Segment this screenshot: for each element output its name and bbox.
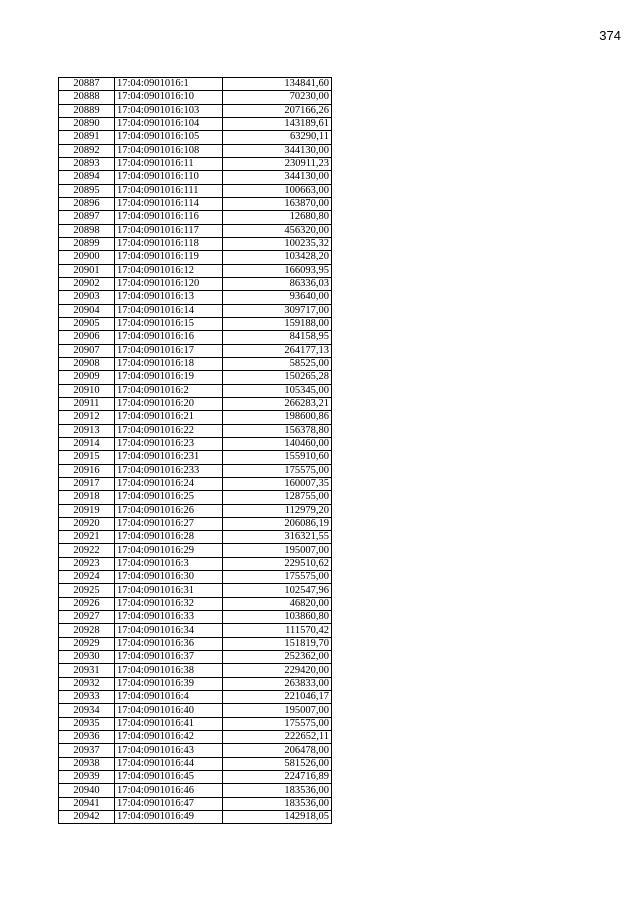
row-number-cell: 20890 (59, 117, 115, 130)
cadastral-number-cell: 17:04:0901016:29 (115, 544, 223, 557)
row-number-cell: 20898 (59, 224, 115, 237)
table-row (59, 797, 332, 810)
row-number-cell: 20924 (59, 571, 115, 584)
cadastral-number-cell: 17:04:0901016:4 (115, 691, 223, 704)
table-row (59, 677, 332, 690)
value-cell: 175575,00 (223, 717, 332, 730)
value-cell: 224716,89 (223, 771, 332, 784)
value-cell: 207166,26 (223, 104, 332, 117)
table-row (59, 344, 332, 357)
row-number-cell: 20929 (59, 637, 115, 650)
cadastral-number-cell: 17:04:0901016:26 (115, 504, 223, 517)
table-row (59, 78, 332, 91)
row-number-cell: 20934 (59, 704, 115, 717)
row-number-cell: 20936 (59, 731, 115, 744)
cadastral-number-cell: 17:04:0901016:11 (115, 157, 223, 170)
row-number-cell: 20892 (59, 144, 115, 157)
table-row (59, 91, 332, 104)
table-row (59, 611, 332, 624)
value-cell: 128755,00 (223, 491, 332, 504)
row-number-cell: 20942 (59, 811, 115, 824)
row-number-cell: 20937 (59, 744, 115, 757)
row-number-cell: 20889 (59, 104, 115, 117)
cadastral-number-cell: 17:04:0901016:117 (115, 224, 223, 237)
cadastral-number-cell: 17:04:0901016:31 (115, 584, 223, 597)
row-number-cell: 20939 (59, 771, 115, 784)
row-number-cell: 20926 (59, 597, 115, 610)
cadastral-number-cell: 17:04:0901016:36 (115, 637, 223, 650)
cadastral-number-cell: 17:04:0901016:45 (115, 771, 223, 784)
value-cell: 93640,00 (223, 291, 332, 304)
cadastral-number-cell: 17:04:0901016:103 (115, 104, 223, 117)
row-number-cell: 20940 (59, 784, 115, 797)
value-cell: 163870,00 (223, 197, 332, 210)
cadastral-number-cell: 17:04:0901016:20 (115, 397, 223, 410)
value-cell: 156378,80 (223, 424, 332, 437)
value-cell: 150265,28 (223, 371, 332, 384)
row-number-cell: 20908 (59, 357, 115, 370)
value-cell: 456320,00 (223, 224, 332, 237)
row-number-cell: 20904 (59, 304, 115, 317)
cadastral-number-cell: 17:04:0901016:42 (115, 731, 223, 744)
value-cell: 175575,00 (223, 464, 332, 477)
cadastral-number-cell: 17:04:0901016:40 (115, 704, 223, 717)
row-number-cell: 20935 (59, 717, 115, 730)
value-cell: 103428,20 (223, 251, 332, 264)
value-cell: 70230,00 (223, 91, 332, 104)
row-number-cell: 20903 (59, 291, 115, 304)
cadastral-number-cell: 17:04:0901016:34 (115, 624, 223, 637)
cadastral-table (58, 77, 332, 824)
value-cell: 112979,20 (223, 504, 332, 517)
value-cell: 151819,70 (223, 637, 332, 650)
value-cell: 222652,11 (223, 731, 332, 744)
table-row (59, 624, 332, 637)
row-number-cell: 20899 (59, 237, 115, 250)
table-row (59, 144, 332, 157)
table-row (59, 531, 332, 544)
cadastral-number-cell: 17:04:0901016:47 (115, 797, 223, 810)
table-row (59, 397, 332, 410)
cadastral-number-cell: 17:04:0901016:12 (115, 264, 223, 277)
value-cell: 155910,60 (223, 451, 332, 464)
row-number-cell: 20922 (59, 544, 115, 557)
cadastral-number-cell: 17:04:0901016:10 (115, 91, 223, 104)
value-cell: 105345,00 (223, 384, 332, 397)
row-number-cell: 20931 (59, 664, 115, 677)
row-number-cell: 20914 (59, 437, 115, 450)
row-number-cell: 20895 (59, 184, 115, 197)
cadastral-number-cell: 17:04:0901016:105 (115, 131, 223, 144)
table-row (59, 517, 332, 530)
value-cell: 316321,55 (223, 531, 332, 544)
table-row (59, 451, 332, 464)
value-cell: 344130,00 (223, 144, 332, 157)
table-row (59, 211, 332, 224)
value-cell: 264177,13 (223, 344, 332, 357)
row-number-cell: 20916 (59, 464, 115, 477)
value-cell: 58525,00 (223, 357, 332, 370)
cadastral-number-cell: 17:04:0901016:111 (115, 184, 223, 197)
table-row (59, 411, 332, 424)
table-row (59, 664, 332, 677)
cadastral-number-cell: 17:04:0901016:27 (115, 517, 223, 530)
cadastral-number-cell: 17:04:0901016:30 (115, 571, 223, 584)
row-number-cell: 20921 (59, 531, 115, 544)
table-row (59, 691, 332, 704)
table-row (59, 184, 332, 197)
value-cell: 344130,00 (223, 171, 332, 184)
cadastral-number-cell: 17:04:0901016:46 (115, 784, 223, 797)
row-number-cell: 20925 (59, 584, 115, 597)
table-row (59, 224, 332, 237)
cadastral-number-cell: 17:04:0901016:120 (115, 277, 223, 290)
cadastral-number-cell: 17:04:0901016:23 (115, 437, 223, 450)
table-row (59, 704, 332, 717)
value-cell: 166093,95 (223, 264, 332, 277)
cadastral-number-cell: 17:04:0901016:104 (115, 117, 223, 130)
cadastral-number-cell: 17:04:0901016:118 (115, 237, 223, 250)
row-number-cell: 20911 (59, 397, 115, 410)
cadastral-number-cell: 17:04:0901016:24 (115, 477, 223, 490)
table-row (59, 477, 332, 490)
row-number-cell: 20907 (59, 344, 115, 357)
table-row (59, 304, 332, 317)
row-number-cell: 20894 (59, 171, 115, 184)
table-body (59, 78, 332, 824)
row-number-cell: 20930 (59, 651, 115, 664)
table-row (59, 731, 332, 744)
row-number-cell: 20933 (59, 691, 115, 704)
cadastral-number-cell: 17:04:0901016:21 (115, 411, 223, 424)
row-number-cell: 20909 (59, 371, 115, 384)
table-row (59, 717, 332, 730)
value-cell: 46820,00 (223, 597, 332, 610)
value-cell: 140460,00 (223, 437, 332, 450)
cadastral-number-cell: 17:04:0901016:25 (115, 491, 223, 504)
cadastral-number-cell: 17:04:0901016:37 (115, 651, 223, 664)
value-cell: 134841,60 (223, 78, 332, 91)
table-row (59, 171, 332, 184)
row-number-cell: 20919 (59, 504, 115, 517)
table-row (59, 464, 332, 477)
value-cell: 143189,61 (223, 117, 332, 130)
table-row (59, 651, 332, 664)
row-number-cell: 20888 (59, 91, 115, 104)
value-cell: 221046,17 (223, 691, 332, 704)
value-cell: 111570,42 (223, 624, 332, 637)
row-number-cell: 20906 (59, 331, 115, 344)
value-cell: 12680,80 (223, 211, 332, 224)
table-row (59, 771, 332, 784)
row-number-cell: 20920 (59, 517, 115, 530)
value-cell: 100235,32 (223, 237, 332, 250)
row-number-cell: 20893 (59, 157, 115, 170)
table-row (59, 157, 332, 170)
value-cell: 195007,00 (223, 544, 332, 557)
table-row (59, 637, 332, 650)
cadastral-number-cell: 17:04:0901016:3 (115, 557, 223, 570)
value-cell: 266283,21 (223, 397, 332, 410)
row-number-cell: 20941 (59, 797, 115, 810)
table-row (59, 317, 332, 330)
value-cell: 183536,00 (223, 784, 332, 797)
table-row (59, 197, 332, 210)
row-number-cell: 20891 (59, 131, 115, 144)
value-cell: 252362,00 (223, 651, 332, 664)
cadastral-number-cell: 17:04:0901016:108 (115, 144, 223, 157)
value-cell: 86336,03 (223, 277, 332, 290)
table-row (59, 424, 332, 437)
cadastral-number-cell: 17:04:0901016:18 (115, 357, 223, 370)
table-row (59, 331, 332, 344)
row-number-cell: 20901 (59, 264, 115, 277)
cadastral-number-cell: 17:04:0901016:110 (115, 171, 223, 184)
cadastral-number-cell: 17:04:0901016:231 (115, 451, 223, 464)
row-number-cell: 20905 (59, 317, 115, 330)
row-number-cell: 20915 (59, 451, 115, 464)
cadastral-number-cell: 17:04:0901016:44 (115, 757, 223, 770)
cadastral-number-cell: 17:04:0901016:19 (115, 371, 223, 384)
row-number-cell: 20917 (59, 477, 115, 490)
value-cell: 230911,23 (223, 157, 332, 170)
row-number-cell: 20912 (59, 411, 115, 424)
value-cell: 229420,00 (223, 664, 332, 677)
value-cell: 198600,86 (223, 411, 332, 424)
table-row (59, 571, 332, 584)
row-number-cell: 20897 (59, 211, 115, 224)
cadastral-number-cell: 17:04:0901016:22 (115, 424, 223, 437)
cadastral-number-cell: 17:04:0901016:116 (115, 211, 223, 224)
table-row (59, 544, 332, 557)
cadastral-number-cell: 17:04:0901016:13 (115, 291, 223, 304)
cadastral-number-cell: 17:04:0901016:119 (115, 251, 223, 264)
cadastral-number-cell: 17:04:0901016:114 (115, 197, 223, 210)
row-number-cell: 20923 (59, 557, 115, 570)
value-cell: 84158,95 (223, 331, 332, 344)
table-row (59, 277, 332, 290)
cadastral-number-cell: 17:04:0901016:32 (115, 597, 223, 610)
value-cell: 160007,35 (223, 477, 332, 490)
table-row (59, 291, 332, 304)
table-row (59, 597, 332, 610)
value-cell: 263833,00 (223, 677, 332, 690)
value-cell: 206086,19 (223, 517, 332, 530)
cadastral-number-cell: 17:04:0901016:28 (115, 531, 223, 544)
table-row (59, 104, 332, 117)
table-row (59, 437, 332, 450)
value-cell: 175575,00 (223, 571, 332, 584)
table-row (59, 491, 332, 504)
value-cell: 581526,00 (223, 757, 332, 770)
cadastral-number-cell: 17:04:0901016:33 (115, 611, 223, 624)
value-cell: 195007,00 (223, 704, 332, 717)
row-number-cell: 20928 (59, 624, 115, 637)
table-row (59, 504, 332, 517)
cadastral-number-cell: 17:04:0901016:17 (115, 344, 223, 357)
row-number-cell: 20918 (59, 491, 115, 504)
row-number-cell: 20902 (59, 277, 115, 290)
cadastral-number-cell: 17:04:0901016:43 (115, 744, 223, 757)
cadastral-number-cell: 17:04:0901016:14 (115, 304, 223, 317)
value-cell: 206478,00 (223, 744, 332, 757)
cadastral-number-cell: 17:04:0901016:16 (115, 331, 223, 344)
row-number-cell: 20887 (59, 78, 115, 91)
page-number: 374 (599, 28, 621, 43)
cadastral-number-cell: 17:04:0901016:2 (115, 384, 223, 397)
table-row (59, 251, 332, 264)
cadastral-number-cell: 17:04:0901016:233 (115, 464, 223, 477)
value-cell: 103860,80 (223, 611, 332, 624)
table-row (59, 557, 332, 570)
cadastral-number-cell: 17:04:0901016:38 (115, 664, 223, 677)
cadastral-number-cell: 17:04:0901016:39 (115, 677, 223, 690)
value-cell: 102547,96 (223, 584, 332, 597)
table-row (59, 237, 332, 250)
table-row (59, 264, 332, 277)
cadastral-number-cell: 17:04:0901016:49 (115, 811, 223, 824)
row-number-cell: 20900 (59, 251, 115, 264)
table-row (59, 117, 332, 130)
table-row (59, 357, 332, 370)
row-number-cell: 20927 (59, 611, 115, 624)
row-number-cell: 20938 (59, 757, 115, 770)
table-row (59, 131, 332, 144)
table-row (59, 757, 332, 770)
table-row (59, 811, 332, 824)
row-number-cell: 20910 (59, 384, 115, 397)
cadastral-number-cell: 17:04:0901016:41 (115, 717, 223, 730)
value-cell: 100663,00 (223, 184, 332, 197)
table-row (59, 784, 332, 797)
cadastral-number-cell: 17:04:0901016:1 (115, 78, 223, 91)
value-cell: 159188,00 (223, 317, 332, 330)
row-number-cell: 20913 (59, 424, 115, 437)
row-number-cell: 20896 (59, 197, 115, 210)
table-row (59, 744, 332, 757)
row-number-cell: 20932 (59, 677, 115, 690)
cadastral-number-cell: 17:04:0901016:15 (115, 317, 223, 330)
table-row (59, 584, 332, 597)
table-row (59, 384, 332, 397)
value-cell: 63290,11 (223, 131, 332, 144)
value-cell: 142918,05 (223, 811, 332, 824)
table-row (59, 371, 332, 384)
value-cell: 309717,00 (223, 304, 332, 317)
value-cell: 183536,00 (223, 797, 332, 810)
value-cell: 229510,62 (223, 557, 332, 570)
